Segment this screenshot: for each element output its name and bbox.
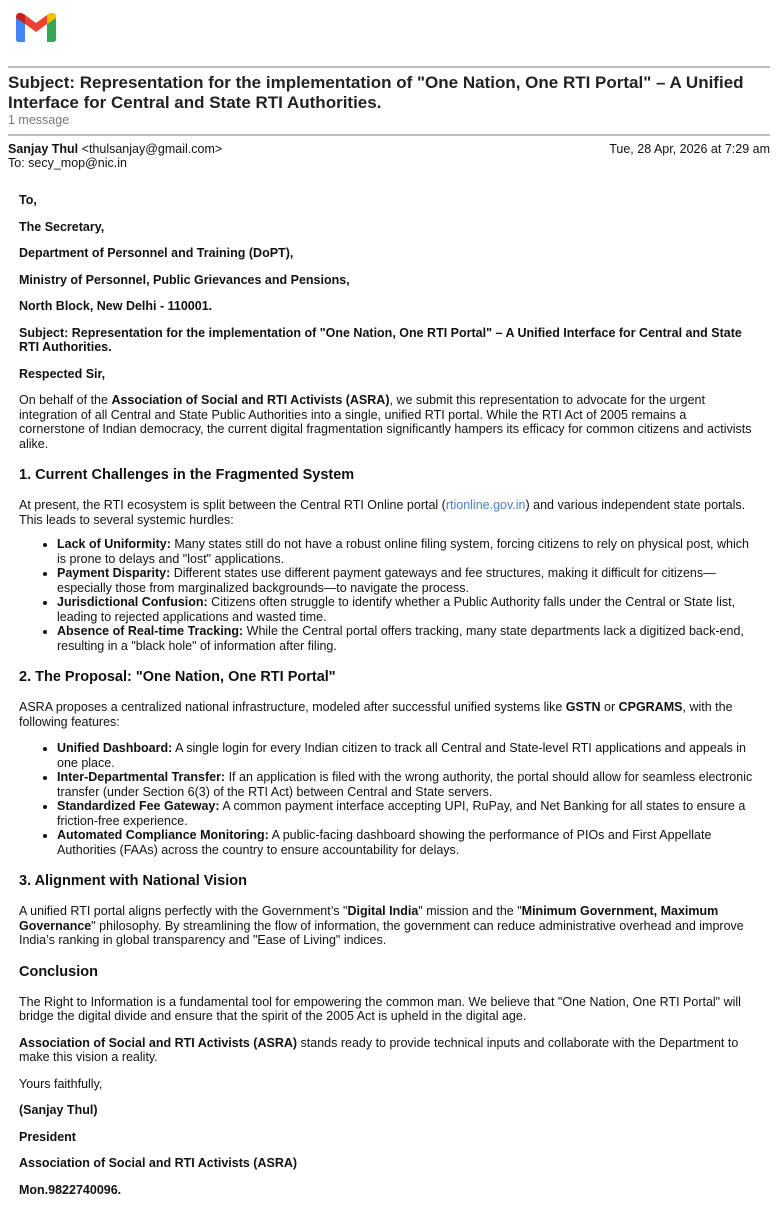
address-line: The Secretary, bbox=[19, 219, 105, 234]
email-date: Tue, 28 Apr, 2026 at 7:29 am bbox=[609, 142, 770, 156]
sender-name: Sanjay Thul bbox=[8, 142, 79, 156]
sender-email[interactable]: <thulsanjay@gmail.com> bbox=[81, 142, 223, 156]
list-item: • Inter-Departmental Transfer: If an application is filed with the wrong authority, the portal should allow for seamless electronic transfer (under Section 6(3) of the RTI Act) between Central and State servers. bbox=[57, 770, 755, 799]
signer-phone: Mon.9822740096. bbox=[19, 1182, 122, 1197]
list-item: • Payment Disparity: Different states use different payment gateways and fee structures, making it difficult for citizens—especially those from marginalized backgrounds—to navigate the process. bbox=[57, 566, 755, 595]
conclusion-paragraph: Association of Social and RTI Activists (ASRA) stands ready to provide technical inputs and collaborate with the Department to make this vision a reality. bbox=[19, 1035, 739, 1064]
sender-row bbox=[8, 142, 770, 157]
list-item: • Unified Dashboard: A single login for every Indian citizen to track all Central and State-level RTI applications and appeals in one place. bbox=[57, 741, 755, 770]
recipient-line: To: secy_mop@nic.in bbox=[8, 156, 127, 170]
intro-paragraph: On behalf of the Association of Social and RTI Activists (ASRA), we submit this representation to advocate for the urgent integration of all Central and State Public Authorities into a single, unified RTI portal. While the RTI Act of 2005 remains a cornerstone of Indian democracy, the current digital fragmentation significantly hampers its efficacy for common citizens and activists alike. bbox=[19, 393, 752, 451]
list-item: • Absence of Real-time Tracking: While the Central portal offers tracking, many state departments lack a digitized back-end, resulting in a "black hole" of information after filing. bbox=[57, 624, 755, 653]
challenges-list bbox=[19, 537, 755, 653]
address-block bbox=[19, 193, 755, 381]
section-heading: 3. Alignment with National Vision bbox=[19, 873, 247, 889]
email-subject: Subject: Representation for the implementation of "One Nation, One RTI Portal" – A Unified Interface for Central and State RTI Authorities. bbox=[8, 73, 744, 112]
salutation: Respected Sir, bbox=[19, 366, 106, 381]
list-item: • Lack of Uniformity: Many states still do not have a robust online filing system, forcing citizens to rely on physical post, which is prone to delays and "lost" applications. bbox=[57, 537, 755, 566]
features-list bbox=[19, 741, 755, 857]
section-heading: Conclusion bbox=[19, 963, 98, 980]
signature-block bbox=[19, 1077, 755, 1198]
section-heading: 2. The Proposal: "One Nation, One RTI Portal" bbox=[19, 669, 336, 685]
header-divider bbox=[8, 66, 770, 68]
address-line: Ministry of Personnel, Public Grievances and Pensions, bbox=[19, 272, 350, 287]
closing: Yours faithfully, bbox=[19, 1076, 103, 1091]
list-item: • Jurisdictional Confusion: Citizens often struggle to identify whether a Public Authority falls under the Central or State list, leading to rejected applications and wasted time. bbox=[57, 595, 755, 624]
address-line: To, bbox=[19, 193, 37, 207]
section1-intro: At present, the RTI ecosystem is split between the Central RTI Online portal (rtionline.gov.in) and various independent state portals. This leads to several systemic hurdles: bbox=[19, 498, 746, 527]
section3-paragraph: A unified RTI portal aligns perfectly with the Government’s "Digital India" mission and the "Minimum Government, Maximum Governance" philosophy. By streamlining the flow of information, the government can reduce administrative overhead and improve India’s ranking in global transparency and "Ease of Living" indices. bbox=[19, 904, 744, 947]
address-line: North Block, New Delhi - 110001. bbox=[19, 299, 213, 313]
conclusion-paragraph: The Right to Information is a fundamental tool for empowering the common man. We believe that "One Nation, One RTI Portal" will bridge the digital divide and ensure that the spirit of the 2005 Act is upheld in the digital age. bbox=[19, 994, 741, 1023]
rtionline-link[interactable]: rtionline.gov.in bbox=[445, 498, 526, 512]
signer-org: Association of Social and RTI Activists (ASRA) bbox=[19, 1156, 298, 1170]
body-subject-line: Subject: Representation for the implementation of "One Nation, One RTI Portal" – A Unified Interface for Central and State RTI Authorities. bbox=[19, 325, 742, 354]
gmail-logo-icon bbox=[16, 12, 56, 42]
address-line: Department of Personnel and Training (DoPT), bbox=[19, 246, 294, 260]
list-item: • Standardized Fee Gateway: A common payment interface accepting UPI, RuPay, and Net Banking for all states to ensure a friction-free experience. bbox=[57, 799, 755, 828]
section-heading: 1. Current Challenges in the Fragmented System bbox=[19, 467, 355, 483]
signer-name: (Sanjay Thul) bbox=[19, 1103, 98, 1117]
list-item: • Automated Compliance Monitoring: A public-facing dashboard showing the performance of PIOs and First Appellate Authorities (FAAs) across the country to ensure accountability for delays. bbox=[57, 828, 755, 857]
email-body bbox=[19, 193, 755, 1209]
subject-divider bbox=[8, 134, 770, 136]
section2-intro: ASRA proposes a centralized national infrastructure, modeled after successful unified systems like GSTN or CPGRAMS, with the following features: bbox=[19, 700, 733, 729]
signer-title: President bbox=[19, 1129, 76, 1144]
message-count: 1 message bbox=[8, 113, 70, 127]
